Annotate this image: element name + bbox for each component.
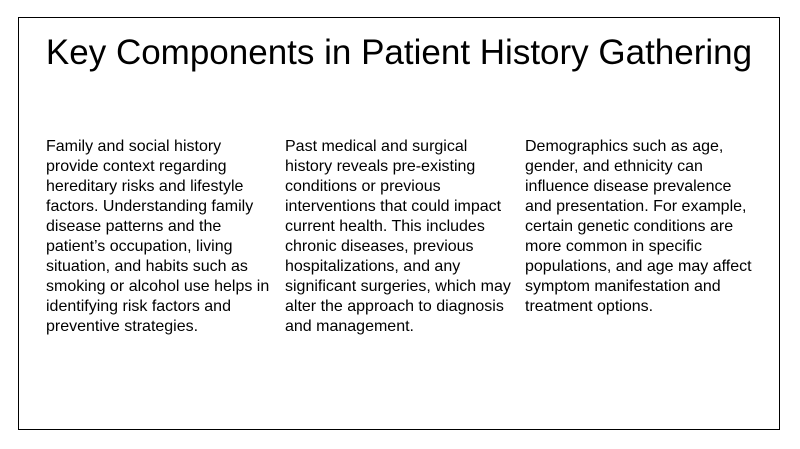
text-column-demographics: Demographics such as age, gender, and ethnicity can influence disease prevalence and presentation. For example, certain genetic conditions are more common in specific populations, and age may affect symptom manifestation and treatment options.: [525, 138, 752, 315]
text-column-past-medical-history: Past medical and surgical history reveals pre-existing conditions or previous interventions that could impact current health. This includes chronic diseases, previous hospitalizations, and any significant surgeries, which may alter the approach to diagnosis and management.: [285, 138, 511, 335]
text-column-family-social-history: Family and social history provide context regarding hereditary risks and lifestyle factors. Understanding family disease patterns and the patient’s occupation, living situation, and habits such as smoking or alcohol use helps in identifying risk factors and preventive strategies.: [46, 138, 270, 335]
slide-title: Key Components in Patient History Gathering: [45, 33, 753, 72]
slide: [18, 17, 780, 430]
